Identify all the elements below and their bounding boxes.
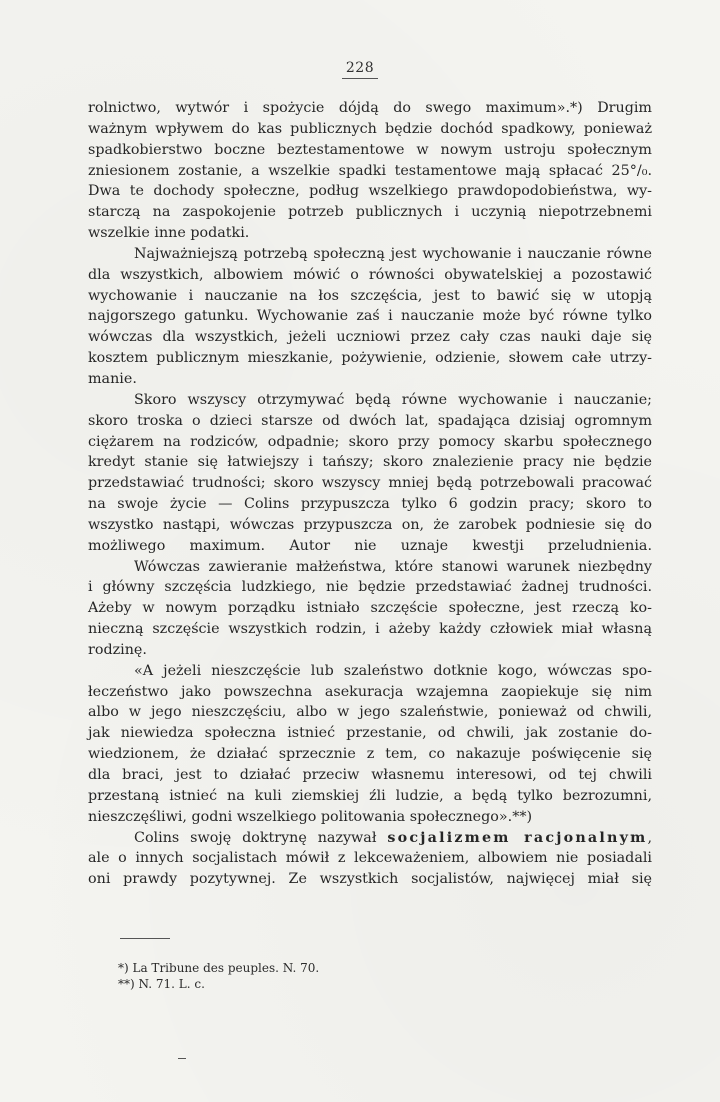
text-line: kredyt stanie się łatwiejszy i tańszy; skoro znalezienie pracy nie będzie [88,454,652,471]
footnote: **) N. 71. L. c. [118,977,205,991]
text-line [88,828,652,849]
footnotes [118,960,319,992]
text-line: Dwa te dochody społeczne, podług wszelkiego prawdopodobieństwa, wy- [88,183,652,200]
text-line: «A jeżeli nieszczęście lub szaleństwo dotknie kogo, wówczas spo- [134,662,652,679]
text-line: możliwego maximum. Autor nie uznaje kwestji przeludnienia. [88,537,652,554]
text-line: wiedzionem, że działać sprzecznie z tem, co nakazuje poświęcenie się [88,746,652,763]
footnote-separator [120,938,170,939]
text-line: wszystko nastąpi, wówczas przypuszcza on, że zarobek podniesie się do [88,516,652,533]
text-line: dla wszystkich, albowiem mówić o równości obywatelskiej a pozostawić [88,266,652,283]
spaced-term: socjalizmem racjonalnym [387,829,648,846]
text-line: ważnym wpływem do kas publicznych będzie dochód spadkowy, ponieważ [88,120,652,137]
text-fragment: Colins swoję doktrynę nazywał [134,829,388,846]
print-mark [178,1058,186,1059]
text-line: manie. [88,370,137,387]
text-line: dla braci, jest to działać przeciw własnemu interesowi, od tej chwili [88,767,652,783]
text-line: wówczas dla wszystkich, jeżeli uczniowi przez cały czas nauki daje się [88,329,652,346]
text-line: na swoje życie — Colins przypuszcza tylko 6 godzin pracy; skoro to [88,496,652,513]
text-line: ciężarem na rodziców, odpadnie; skoro przy pomocy skarbu społecznego [88,433,652,450]
text-line: Wówczas zawieranie małżeństwa, które stanowi warunek niezbędny [134,558,652,575]
body-text [88,98,652,890]
text-line: rolnictwo, wytwór i spożycie dójdą do swego maximum».*) Drugim [88,100,652,116]
text-line: łeczeństwo jako powszechna asekuracja wzajemna zaopiekuje się nim [88,683,652,700]
footnote: *) La Tribune des peuples. N. 70. [118,961,320,975]
text-line: kosztem publicznym mieszkanie, pożywienie, odzienie, słowem całe utrzy- [88,350,652,367]
page-number [0,60,720,79]
text-line: nieczną szczęście wszystkich rodzin, i ażeby każdy człowiek miał własną [88,621,652,638]
text-line: ale o innych socjalistach mówił z lekceważeniem, albowiem nie posiadali [88,850,652,867]
page-number-underline [342,78,378,79]
text-line: Skoro wszyscy otrzymywać będą równe wychowanie i nauczanie; [134,391,652,408]
text-line: wychowanie i nauczanie na łos szczęścia, jest to bawić się w utopją [88,287,652,304]
text-line: Ażeby w nowym porządku istniało szczęście społeczne, jest rzeczą ko- [88,600,652,617]
text-line: starczą na zaspokojenie potrzeb publicznych i uczynią niepotrzebnemi [88,204,652,221]
text-fragment: , [647,829,652,846]
text-line: Najważniejszą potrzebą społeczną jest wychowanie i nauczanie równe [134,245,652,262]
text-line: przedstawiać trudności; skoro wszyscy mniej będą potrzebowali pracować [88,475,652,492]
text-line: albo w jego nieszczęściu, albo w jego szaleństwie, ponieważ od chwili, [88,704,652,721]
text-line: i główny szczęścia ludzkiego, nie będzie przedstawiać żadnej trudności. [88,579,652,596]
text-line: zniesionem zostanie, a wszelkie spadki testamentowe mają spłacać 25°/₀. [88,162,652,179]
text-line: spadkobierstwo boczne beztestamentowe w nowym ustroju społecznym [88,141,652,158]
text-line: nieszczęśliwi, godni wszelkiego politowania społecznego».**) [88,808,533,825]
text-line: wszelkie inne podatki. [88,225,250,242]
text-line: skoro troska o dzieci starsze od dwóch lat, spadająca dzisiaj ogromnym [88,412,652,429]
text-line: oni prawdy pozytywnej. Ze wszystkich socjalistów, najwięcej miał się [88,871,652,888]
text-line: rodzinę. [88,641,147,658]
text-line: najgorszego gatunku. Wychowanie zaś i nauczanie może być równe tylko [88,308,652,325]
text-line: przestaną istnieć na kuli ziemskiej źli ludzie, a będą tylko bezrozumni, [88,787,652,804]
text-line: jak niewiedza społeczna istnieć przestanie, od chwili, jak zostanie do- [88,725,652,742]
page-number-text: 228 [345,60,375,76]
